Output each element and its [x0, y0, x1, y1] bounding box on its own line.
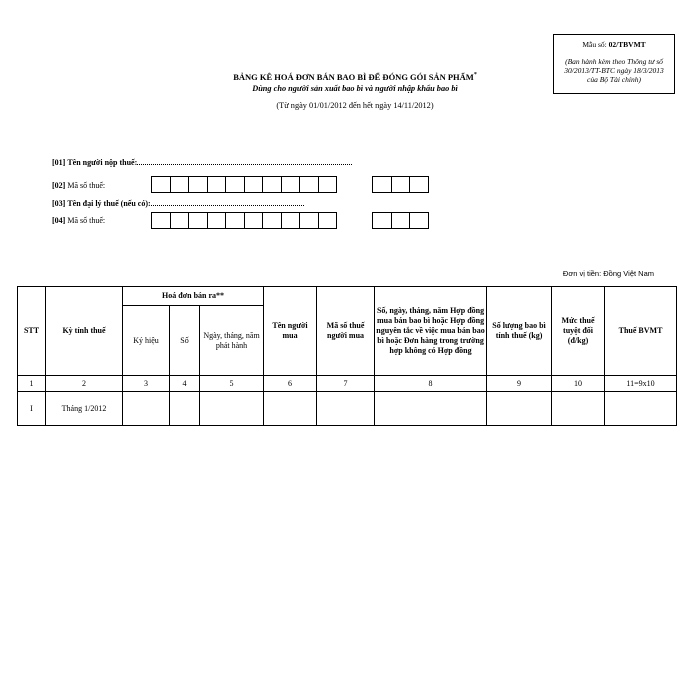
cell-tax-rate[interactable]	[552, 392, 605, 426]
invoice-table	[17, 286, 677, 426]
cell-invoice-date[interactable]	[200, 392, 264, 426]
form-note: (Ban hành kèm theo Thông tư số 30/2013/TT-BTC ngày 18/3/2013 của Bộ Tài chính)	[564, 57, 664, 84]
field-tax-agent-name	[52, 199, 304, 208]
column-number: 6	[264, 376, 317, 392]
column-number: 4	[170, 376, 200, 392]
cell-invoice-symbol[interactable]	[123, 392, 170, 426]
tax-code-boxes-main[interactable]	[152, 176, 337, 193]
header-buyer-name: Tên người mua	[264, 287, 317, 376]
table-row	[18, 392, 677, 426]
form-code-value: 02/TBVMT	[608, 40, 646, 49]
field-04-number: [04]	[52, 216, 66, 225]
header-env-tax: Thuế BVMT	[605, 287, 677, 376]
column-number: 1	[18, 376, 46, 392]
header-buyer-tax-code: Mã số thuế người mua	[317, 287, 375, 376]
document-title-text: BẢNG KÊ HOÁ ĐƠN BÁN BAO BÌ ĐỂ ĐÓNG GÓI SẢN PHẨM	[233, 72, 474, 82]
field-03-label: Tên đại lý thuế (nếu có):	[67, 199, 151, 208]
field-01-number: [01]	[52, 158, 66, 167]
agent-tax-code-boxes-main[interactable]	[152, 212, 337, 229]
header-invoice-group: Hoá đơn bán ra**	[123, 287, 264, 306]
column-number: 10	[552, 376, 605, 392]
header-invoice-symbol: Ký hiệu	[123, 306, 170, 376]
row-tax-period: Tháng 1/2012	[46, 392, 123, 426]
cell-buyer-tax-code[interactable]	[317, 392, 375, 426]
header-tax-rate: Mức thuế tuyệt đối (đ/kg)	[552, 287, 605, 376]
header-stt: STT	[18, 287, 46, 376]
column-number: 9	[487, 376, 552, 392]
document-title	[150, 72, 560, 82]
reporting-period: (Từ ngày 01/01/2012 đến hết ngày 14/11/2012)	[276, 101, 434, 110]
form-code-box	[553, 34, 675, 94]
column-number-row	[18, 376, 677, 392]
field-03-number: [03]	[52, 199, 66, 208]
field-taxpayer-name	[52, 158, 352, 167]
tax-code-boxes-suffix[interactable]	[373, 176, 429, 193]
cell-quantity[interactable]	[487, 392, 552, 426]
column-number: 2	[46, 376, 123, 392]
header-quantity: Số lượng bao bì tính thuế (kg)	[487, 287, 552, 376]
field-01-dotted-line[interactable]	[137, 158, 352, 165]
header-invoice-date: Ngày, tháng, năm phát hành	[200, 306, 264, 376]
field-01-label: Tên người nộp thuế:	[67, 158, 138, 167]
column-number: 7	[317, 376, 375, 392]
form-code	[554, 40, 674, 49]
cell-env-tax[interactable]	[605, 392, 677, 426]
column-number: 11=9x10	[605, 376, 677, 392]
header-contract-info: Số, ngày, tháng, năm Hợp đồng mua bán bao bì hoặc Hợp đồng nguyên tắc về việc mua bán bao bì hoặc Đơn hàng trong trường hợp không có Hợp đồng	[375, 287, 487, 376]
title-footnote-mark: *	[473, 72, 477, 79]
header-invoice-number: Số	[170, 306, 200, 376]
header-tax-period: Kỳ tính thuế	[46, 287, 123, 376]
form-code-label: Mẫu số:	[582, 40, 607, 49]
field-04-label: Mã số thuế:	[67, 216, 106, 225]
cell-buyer-name[interactable]	[264, 392, 317, 426]
field-03-dotted-line[interactable]	[151, 199, 304, 206]
currency-unit: Đơn vị tiền: Đồng Việt Nam	[562, 269, 654, 278]
field-02-label: Mã số thuế:	[67, 181, 106, 190]
row-stt: I	[18, 392, 46, 426]
field-02-number: [02]	[52, 181, 66, 190]
document-subtitle: Dùng cho người sản xuất bao bì và người nhập khẩu bao bì	[252, 84, 458, 93]
column-number: 8	[375, 376, 487, 392]
column-number: 5	[200, 376, 264, 392]
agent-tax-code-boxes-suffix[interactable]	[373, 212, 429, 229]
field-agent-tax-code	[52, 216, 105, 225]
field-tax-code	[52, 181, 105, 190]
cell-invoice-number[interactable]	[170, 392, 200, 426]
column-number: 3	[123, 376, 170, 392]
cell-contract-info[interactable]	[375, 392, 487, 426]
